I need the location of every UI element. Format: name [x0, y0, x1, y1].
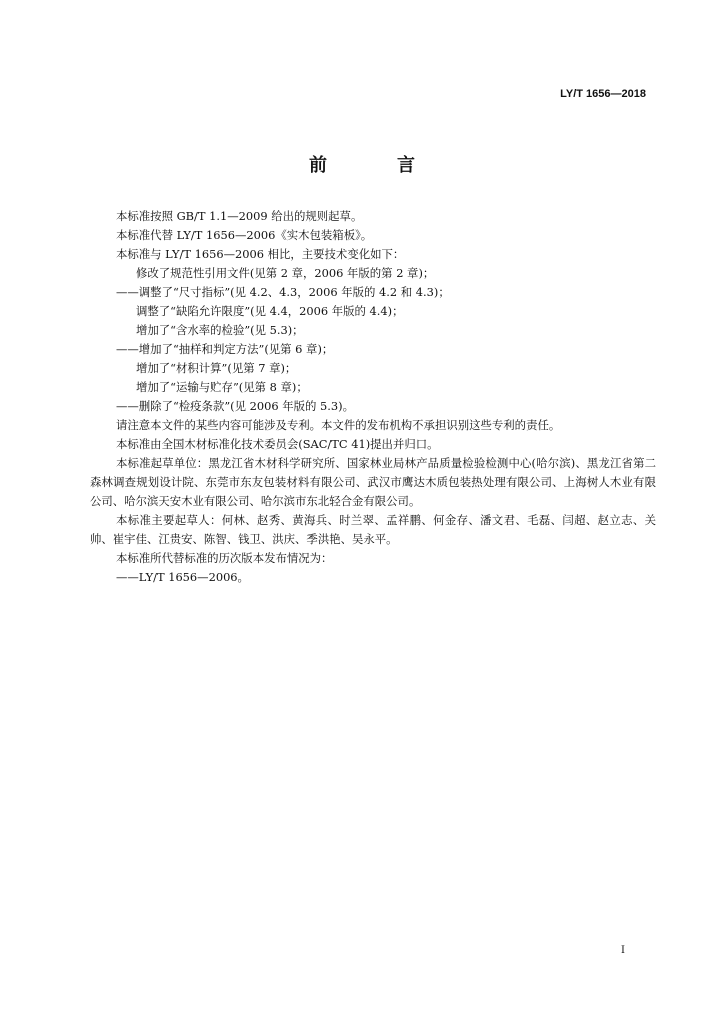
text-line: 本标准按照 GB/T 1.1—2009 给出的规则起草。 — [116, 209, 363, 223]
change-item: ——调整了“尺寸指标”(见 4.2、4.3，2006 年版的 4.2 和 4.3)； — [116, 285, 450, 299]
change-item: 调整了“缺陷允许限度”(见 4.4，2006 年版的 4.4)； — [136, 304, 404, 318]
change-item: ——删除了“检疫条款”(见 2006 年版的 5.3)。 — [116, 399, 354, 413]
standard-code: LY/T 1656—2018 — [560, 88, 646, 100]
proposer-line: 本标准由全国木材标准化技术委员会(SAC/TC 41)提出并归口。 — [116, 437, 439, 451]
change-item: 增加了“运输与贮存”(见第 8 章)； — [136, 380, 308, 394]
change-item: 增加了“含水率的检验”(见 5.3)； — [136, 323, 304, 337]
page-title: 前 言 — [309, 155, 441, 176]
text-line: 本标准代替 LY/T 1656—2006《实木包装箱板》。 — [116, 228, 373, 242]
drafting-units: 本标准起草单位：黑龙江省木材科学研究所、国家林业局林产品质量检验检测中心(哈尔滨)、黑龙江省第二森林调查规划设计院、东莞市东友包装材料有限公司、武汉市鹰达木质包装热处理有限公司、上海树人木业有限公司、哈尔滨天安木业有限公司、哈尔滨市东北轻合金有限公司。 — [90, 456, 656, 508]
history-intro: 本标准所代替标准的历次版本发布情况为： — [116, 551, 333, 565]
foreword-body — [90, 207, 656, 587]
text-line: 本标准与 LY/T 1656—2006 相比，主要技术变化如下： — [116, 247, 405, 261]
change-item: 修改了规范性引用文件(见第 2 章，2006 年版的第 2 章)； — [136, 266, 435, 280]
change-item: ——增加了“抽样和判定方法”(见第 6 章)； — [116, 342, 334, 356]
history-item: ——LY/T 1656—2006。 — [116, 570, 249, 584]
drafters: 本标准主要起草人：何林、赵秀、黄海兵、时兰翠、孟祥鹏、何金存、潘文君、毛磊、闫超、赵立志、关帅、崔宇佳、江贵安、陈智、钱卫、洪庆、季洪艳、吴永平。 — [90, 513, 656, 546]
patent-notice: 请注意本文件的某些内容可能涉及专利。本文件的发布机构不承担识别这些专利的责任。 — [116, 418, 561, 432]
change-item: 增加了“材积计算”(见第 7 章)； — [136, 361, 297, 375]
page-number: I — [621, 945, 625, 956]
